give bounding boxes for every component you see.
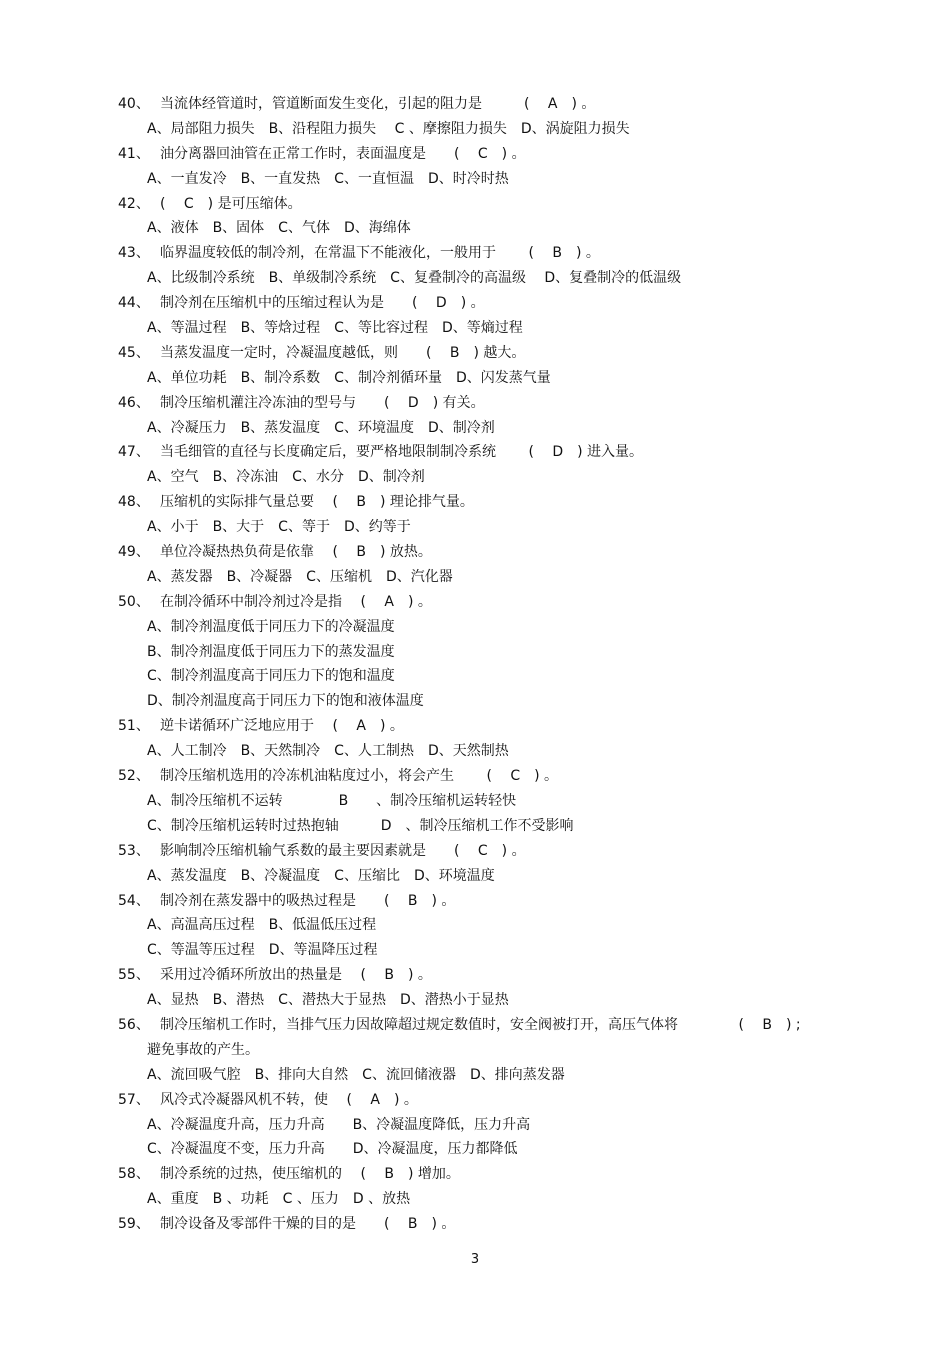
- answer-options: A、液体 B、固体 C、气体 D、海绵体: [147, 220, 411, 237]
- answer-options: A、高温高压过程 B、低温低压过程: [147, 917, 377, 934]
- question-text: 临界温度较低的制冷剂，在常温下不能液化，一般用于 ( B ) 。: [160, 245, 600, 262]
- question-number: 47、: [118, 444, 150, 461]
- answer-options: C、制冷压缩机运转时过热抱轴 D 、制冷压缩机工作不受影响: [147, 817, 574, 834]
- question-number: 53、: [118, 842, 150, 859]
- question-number: 42、: [118, 195, 150, 212]
- question-line: [0, 92, 950, 117]
- answer-options: B、制冷剂温度低于同压力下的蒸发温度: [147, 643, 395, 660]
- question-line: [0, 1013, 950, 1038]
- answer-options: C、制冷剂温度高于同压力下的饱和温度: [147, 668, 395, 685]
- answer-options: A、等温过程 B、等焓过程 C、等比容过程 D、等熵过程: [147, 320, 523, 337]
- question-text: 影响制冷压缩机输气系数的最主要因素就是 ( C ) 。: [160, 842, 526, 859]
- question-text: 制冷剂在蒸发器中的吸热过程是 ( B ) 。: [160, 892, 456, 909]
- answer-options: A、制冷压缩机不运转 B 、制冷压缩机运转轻快: [147, 792, 517, 809]
- question-line: [0, 714, 950, 739]
- answer-options: A、单位功耗 B、制冷系数 C、制冷剂循环量 D、闪发蒸气量: [147, 369, 551, 386]
- question-number: 41、: [118, 145, 150, 162]
- question-number: 54、: [118, 892, 150, 909]
- question-number: 57、: [118, 1091, 150, 1108]
- answer-options: A、重度 B 、功耗 C 、压力 D 、放热: [147, 1191, 411, 1208]
- question-text: 制冷剂在压缩机中的压缩过程认为是 ( D ) 。: [160, 295, 485, 312]
- question-text: 单位冷凝热热负荷是依靠 ( B ) 放热。: [160, 544, 432, 561]
- question-list: [0, 92, 950, 1237]
- question-line: [0, 764, 950, 789]
- answer-options: A、制冷剂温度低于同压力下的冷凝温度: [147, 618, 395, 635]
- question-number: 56、: [118, 1016, 150, 1033]
- question-text: 制冷设备及零部件干燥的目的是 ( B ) 。: [160, 1216, 456, 1233]
- answer-options: A、蒸发器 B、冷凝器 C、压缩机 D、汽化器: [147, 568, 453, 585]
- question-line: [0, 1212, 950, 1237]
- question-line: [0, 391, 950, 416]
- question-text: 制冷压缩机灌注冷冻油的型号与 ( D ) 有关。: [160, 394, 485, 411]
- question-text: 在制冷循环中制冷剂过冷是指 ( A ) 。: [160, 593, 432, 610]
- answer-options: A、一直发冷 B、一直发热 C、一直恒温 D、时冷时热: [147, 170, 509, 187]
- answer-options: C、等温等压过程 D、等温降压过程: [147, 942, 378, 959]
- answer-options: A、局部阻力损失 B、沿程阻力损失 C 、摩擦阻力损失 D、涡旋阻力损失: [147, 120, 630, 137]
- question-line: [0, 192, 950, 217]
- question-number: 59、: [118, 1216, 150, 1233]
- question-line: [0, 142, 950, 167]
- question-number: 49、: [118, 544, 150, 561]
- question-text: 当毛细管的直径与长度确定后，要严格地限制制冷系统 ( D ) 进入量。: [160, 444, 644, 461]
- answer-options: A、蒸发温度 B、冷凝温度 C、压缩比 D、环境温度: [147, 867, 495, 884]
- answer-options: A、显热 B、潜热 C、潜热大于显热 D、潜热小于显热: [147, 992, 509, 1009]
- question-line: [0, 1162, 950, 1187]
- answer-options: A、冷凝压力 B、蒸发温度 C、环境温度 D、制冷剂: [147, 419, 495, 436]
- question-line: [0, 490, 950, 515]
- page-number: 3: [470, 1252, 480, 1267]
- question-line: [0, 241, 950, 266]
- question-text: 当流体经管道时，管道断面发生变化，引起的阻力是 ( A ) 。: [160, 96, 596, 112]
- answer-options: A、冷凝温度升高，压力升高 B、冷凝温度降低，压力升高: [147, 1116, 531, 1133]
- question-text: ( C ) 是可压缩体。: [160, 195, 302, 212]
- question-line: [0, 839, 950, 864]
- question-text: 逆卡诺循环广泛地应用于 ( A ) 。: [160, 718, 404, 735]
- question-line: [0, 1088, 950, 1113]
- answer-options: C、冷凝温度不变，压力升高 D、冷凝温度，压力都降低: [147, 1141, 518, 1158]
- question-number: 45、: [118, 344, 150, 361]
- question-line: [0, 341, 950, 366]
- question-number: 44、: [118, 295, 150, 312]
- question-line: [0, 963, 950, 988]
- question-number: 50、: [118, 593, 150, 610]
- answer-options: A、比级制冷系统 B、单级制冷系统 C、复叠制冷的高温级 D、复叠制冷的低温级: [147, 270, 682, 287]
- question-number: 55、: [118, 967, 150, 984]
- question-text: 采用过冷循环所放出的热量是 ( B ) 。: [160, 967, 432, 984]
- question-text: 制冷压缩机选用的冷冻机油粘度过小，将会产生 ( C ) 。: [160, 768, 559, 785]
- question-line: [0, 889, 950, 914]
- question-number: 51、: [118, 718, 150, 735]
- answer-options: A、人工制冷 B、天然制冷 C、人工制热 D、天然制热: [147, 743, 509, 760]
- question-line: [0, 540, 950, 565]
- answer-options: 避免事故的产生。: [147, 1041, 259, 1058]
- question-text: 当蒸发温度一定时，冷凝温度越低，则 ( B ) 越大。: [160, 344, 526, 361]
- question-line: [0, 440, 950, 465]
- question-text: 风冷式冷凝器风机不转，使 ( A ) 。: [160, 1091, 418, 1108]
- question-text: 制冷系统的过热，使压缩机的 ( B ) 增加。: [160, 1166, 460, 1183]
- question-number: 46、: [118, 394, 150, 411]
- answer-options: A、空气 B、冷冻油 C、水分 D、制冷剂: [147, 469, 425, 486]
- answer-options: D、制冷剂温度高于同压力下的饱和液体温度: [147, 693, 424, 710]
- question-number: 40、: [118, 96, 150, 112]
- question-line: [0, 590, 950, 615]
- answer-options: A、流回吸气腔 B、排向大自然 C、流回储液器 D、排向蒸发器: [147, 1066, 565, 1083]
- question-number: 43、: [118, 245, 150, 262]
- question-number: 52、: [118, 768, 150, 785]
- question-number: 48、: [118, 494, 150, 511]
- question-text: 制冷压缩机工作时，当排气压力因故障超过规定数值时，安全阀被打开，高压气体将 ( B ) ;: [160, 1016, 801, 1033]
- question-text: 压缩机的实际排气量总要 ( B ) 理论排气量。: [160, 494, 474, 511]
- question-line: [0, 291, 950, 316]
- question-text: 油分离器回油管在正常工作时，表面温度是 ( C ) 。: [160, 145, 526, 162]
- answer-options: A、小于 B、大于 C、等于 D、约等于: [147, 519, 411, 536]
- question-number: 58、: [118, 1166, 150, 1183]
